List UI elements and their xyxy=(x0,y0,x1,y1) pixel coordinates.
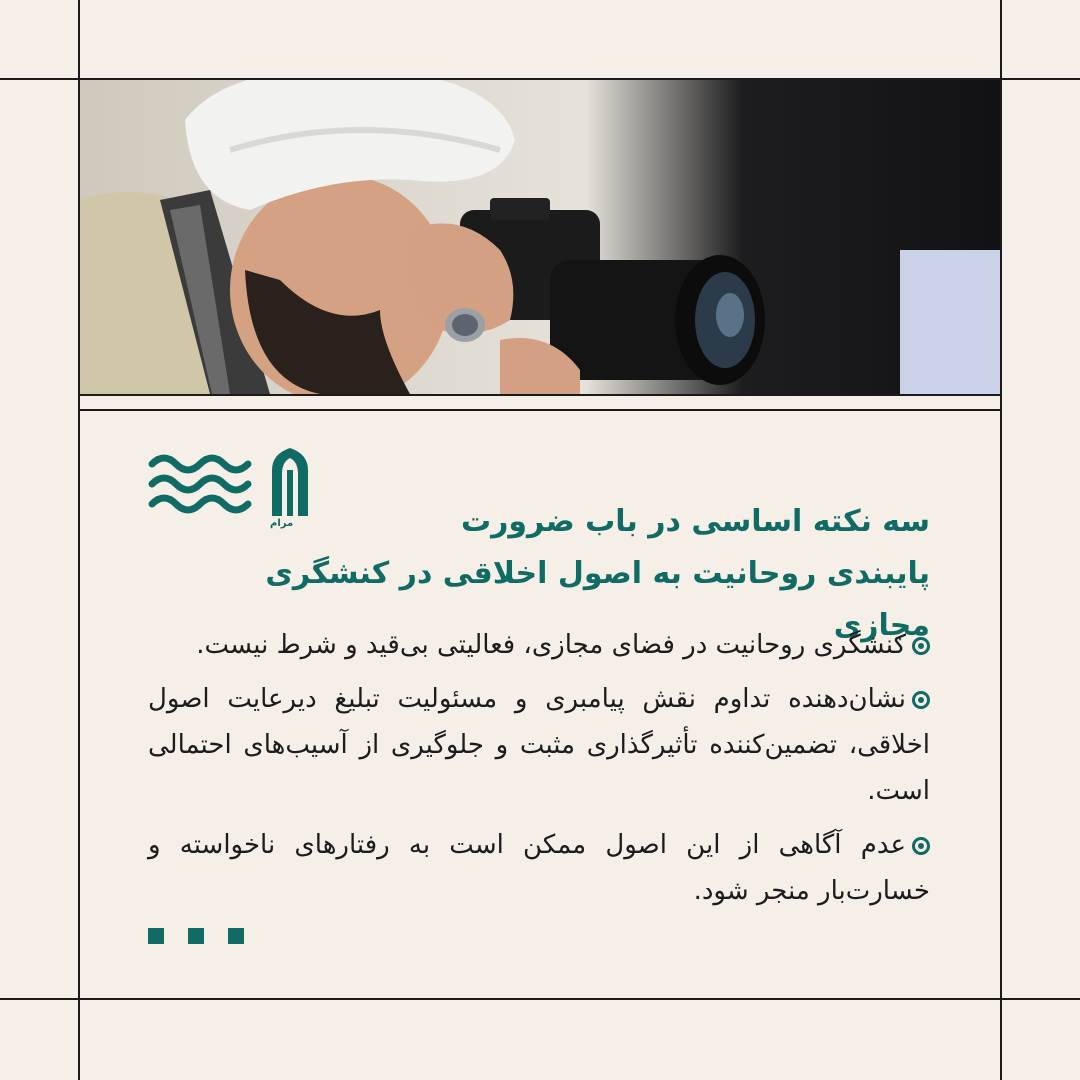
blue-garment xyxy=(900,250,1000,394)
frame-line-right xyxy=(1000,0,1002,1080)
list-item xyxy=(148,622,930,668)
point-text: نشان‌دهنده تداوم نقش پیامبری و مسئولیت تبلیغ دیرعایت اصول اخلاقی، تضمین‌کننده تأثیرگذاری مثبت و جلوگیری از آسیب‌های احتمالی است. xyxy=(148,684,930,806)
square-dot-icon xyxy=(148,928,164,944)
point-text: عدم آگاهی از این اصول ممکن است به رفتارهای ناخواسته و خسارت‌بار منجر شود. xyxy=(148,830,930,906)
bullet-icon xyxy=(912,837,930,855)
bullet-icon xyxy=(912,637,930,655)
square-dot-icon xyxy=(228,928,244,944)
logo-caption: مرام xyxy=(270,518,294,529)
square-dot-icon xyxy=(188,928,204,944)
frame-line-bottom xyxy=(0,998,1080,1000)
bullet-icon xyxy=(912,691,930,709)
title-line-1: سه نکته اساسی در باب ضرورت xyxy=(460,504,930,539)
list-item xyxy=(148,676,930,814)
frame-line-photo-bottom xyxy=(80,394,1000,396)
cleric-camera-photo xyxy=(80,80,1000,394)
list-item xyxy=(148,822,930,914)
points-list xyxy=(148,622,930,922)
title-line-2: پایبندی روحانیت به اصول اخلاقی در کنشگری مجازی xyxy=(265,556,930,643)
point-text: کنشگری روحانیت در فضای مجازی، فعالیتی بی‌قید و شرط نیست. xyxy=(196,630,906,660)
frame-line-content-top xyxy=(80,409,1000,411)
ellipsis-dots xyxy=(148,928,244,944)
